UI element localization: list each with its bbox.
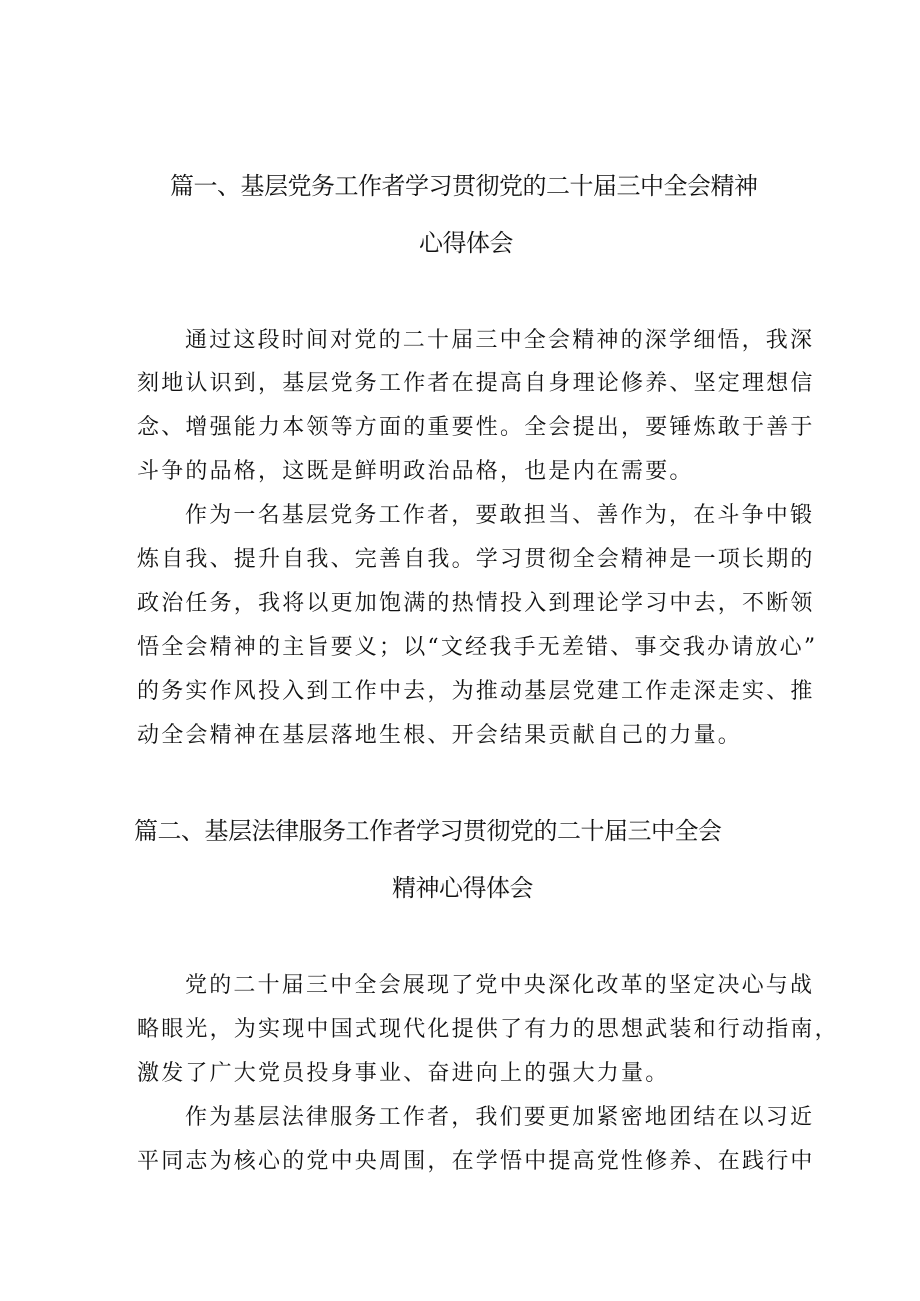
section-1-paragraph-1-line-4: 斗争的品格，这既是鲜明政治品格，也是内在需要。 — [137, 459, 694, 484]
section-2-paragraph-2-line-1: 作为基层法律服务工作者，我们要更加紧密地团结在以习近 — [185, 1105, 815, 1130]
section-1-title-line-1: 篇一、基层党务工作者学习贯彻党的二十届三中全会精神 — [170, 172, 758, 200]
section-1-paragraph-1-line-2: 刻地认识到，基层党务工作者在提高自身理论修养、坚定理想信 — [137, 371, 815, 396]
section-2-paragraph-1-line-2: 略眼光，为实现中国式现代化提供了有力的思想武装和行动指南， — [137, 1017, 839, 1042]
section-1-title-line-2: 心得体会 — [419, 229, 513, 257]
section-1-paragraph-1-line-3: 念、增强能力本领等方面的重要性。全会提出，要锤炼敢于善于 — [137, 415, 815, 440]
section-2-paragraph-2-line-2: 平同志为核心的党中央周围，在学悟中提高党性修养、在践行中 — [137, 1149, 815, 1174]
section-1-paragraph-2-line-1: 作为一名基层党务工作者，要敢担当、善作为，在斗争中锻 — [185, 503, 815, 528]
section-1-paragraph-2-line-3: 政治任务，我将以更加饱满的热情投入到理论学习中去，不断领 — [137, 591, 815, 616]
section-1-paragraph-2-line-6: 动全会精神在基层落地生根、开会结果贡献自己的力量。 — [137, 723, 743, 748]
section-1-paragraph-2-line-4: 悟全会精神的主旨要义；以“文经我手无差错、事交我办请放心” — [137, 635, 818, 660]
section-2-title-line-1: 篇二、基层法律服务工作者学习贯彻党的二十届三中全会 — [134, 817, 722, 845]
section-1-paragraph-1-line-1: 通过这段时间对党的二十届三中全会精神的深学细悟，我深 — [185, 328, 815, 353]
section-2-paragraph-1-line-3: 激发了广大党员投身事业、奋进向上的强大力量。 — [137, 1061, 670, 1086]
section-1-paragraph-2-line-2: 炼自我、提升自我、完善自我。学习贯彻全会精神是一项长期的 — [137, 547, 815, 572]
section-1-paragraph-2-line-5: 的务实作风投入到工作中去，为推动基层党建工作走深走实、推 — [137, 679, 815, 704]
section-2-title-line-2: 精神心得体会 — [392, 874, 533, 902]
section-2-paragraph-1-line-1: 党的二十届三中全会展现了党中央深化改革的坚定决心与战 — [185, 973, 815, 998]
